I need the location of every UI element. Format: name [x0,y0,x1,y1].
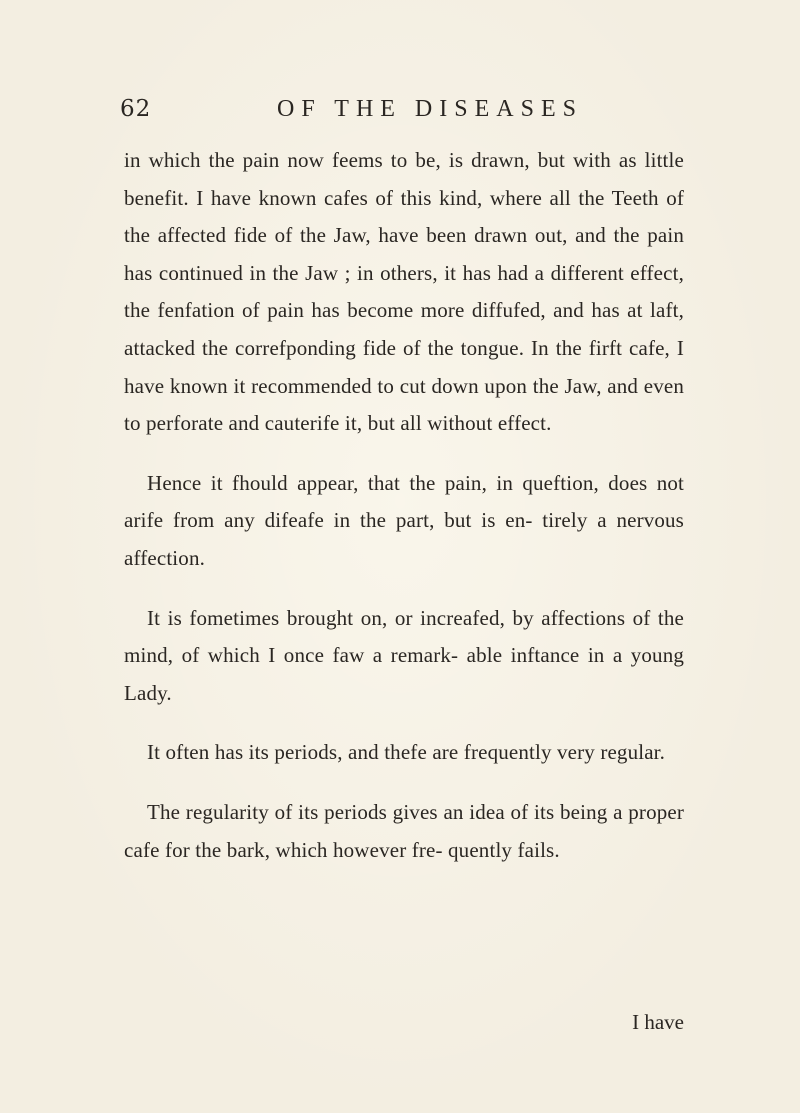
body-text [124,142,684,891]
page-header [120,96,680,132]
paragraph-2: Hence it fhould appear, that the pain, in queftion, does not arife from any difeafe in the part, but is en- tirely a nervous affection. [124,470,684,570]
paragraph-1: in which the pain now feems to be, is drawn, but with as little benefit. I have known cafes of this kind, where all the Teeth of the affected fide of the Jaw, have been drawn out, and the pain has continued in the Jaw ; in others, it has had a different effect, the fenfation of pain has become more diffufed, and has at laft, attacked the correfponding fide of the tongue. In the firft cafe, I have known it recommended to cut down upon the Jaw, and even to perforate and cauterife it, but all without effect. [124,148,684,436]
paragraph-4: It often has its periods, and thefe are frequently very regular. [147,740,666,765]
paragraph-5: The regularity of its periods gives an idea of its being a proper cafe for the bark, which however fre- quently fails. [124,799,684,862]
catchword: I have [632,1010,684,1034]
page-number: 62 [120,96,152,122]
paragraph-3: It is fometimes brought on, or increafed, by affections of the mind, of which I once faw a remark- able inftance in a young Lady. [124,605,684,705]
running-head: OF THE DISEASES [277,96,583,122]
